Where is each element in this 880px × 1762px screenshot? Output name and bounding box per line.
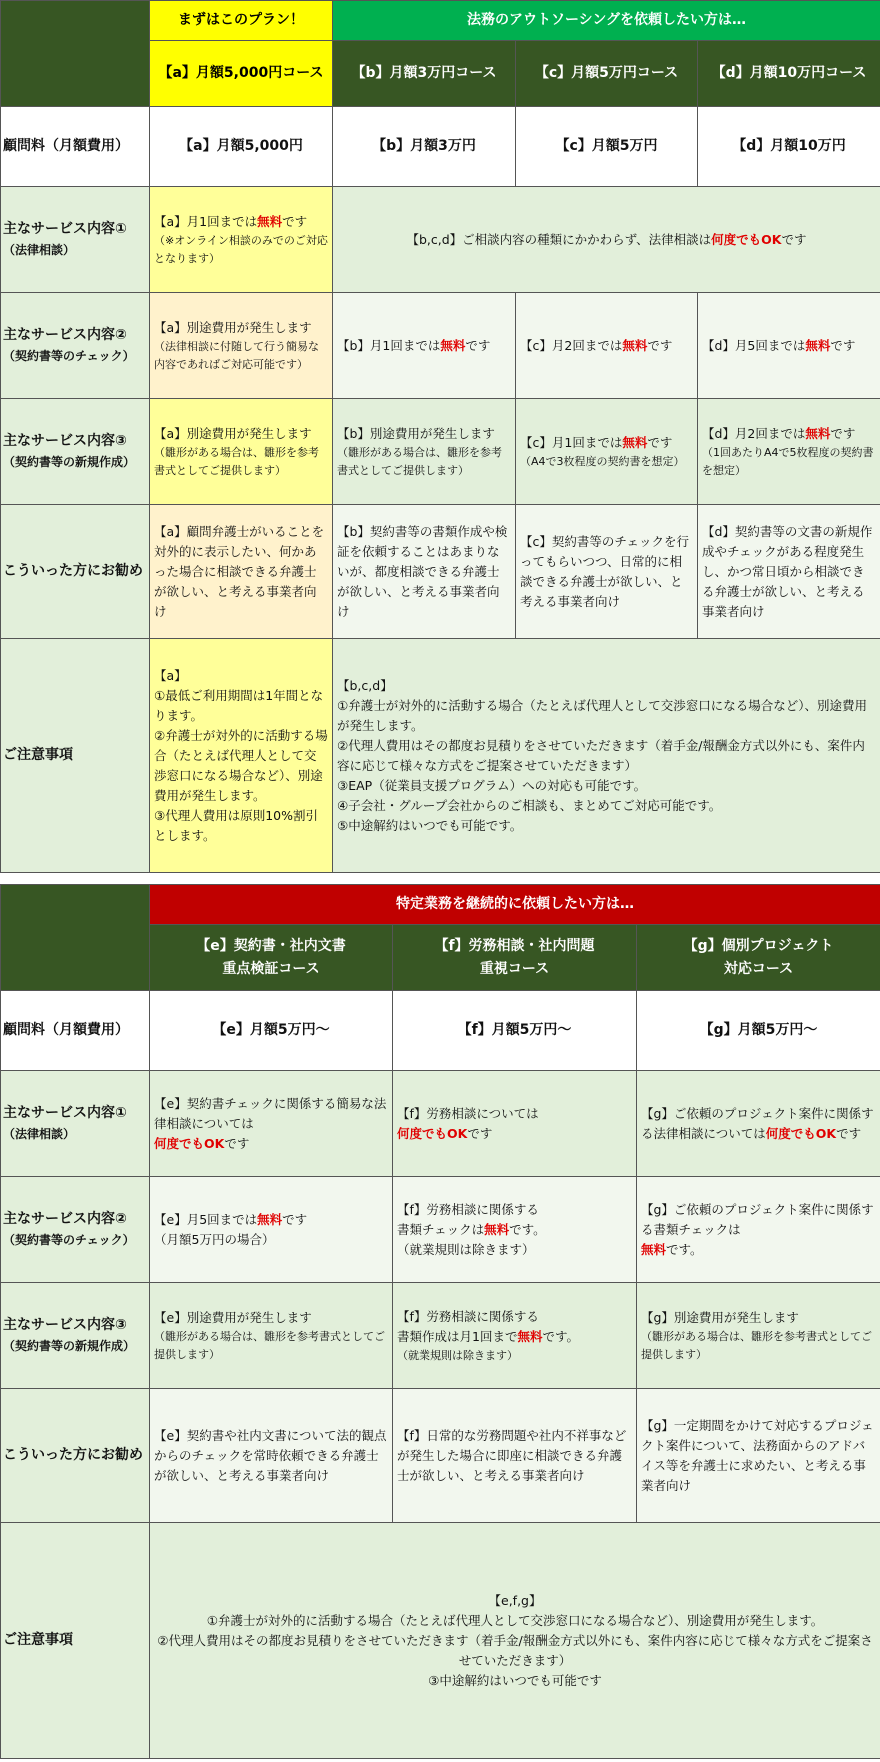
service3-c: 【c】月1回までは無料です （A4で3枚程度の契約書を想定） [516,399,698,505]
recommended-c: 【c】契約書等のチェックを行ってもらいつつ、日常的に相談できる弁護士が欲しい、と考える事業者向け [516,505,698,639]
row-label-service2-2: 主なサービス内容② （契約書等のチェック） [1,1177,150,1283]
plan-header-b: 【b】月額3万円コース [333,41,516,107]
fee-d: 【d】月額10万円 [698,107,880,187]
row-label-recommended-2: こういった方にお勧め [1,1389,150,1523]
notes-bcd: 【b,c,d】 ①弁護士が対外的に活動する場合（たとえば代理人として交渉窓口になる場合など）、別途費用が発生します。 ②代理人費用はその都度お見積りをさせていただきます（着手金/報酬金方式以外にも、案件内容に応じて様々な方式をご提案させていただきます） ③EAP（従業員支援プログラム）への対応も可能です。 ④子会社・グループ会社からのご相談も、まとめてご対応可能です。 ⑤中途解約はいつでも可能です。 [333,639,880,873]
notes-efg: 【e,f,g】 ①弁護士が対外的に活動する場合（たとえば代理人として交渉窓口になる場合など）、別途費用が発生します。 ②代理人費用はその都度お見積りをさせていただきます（着手金/報酬金方式以外にも、案件内容に応じて様々な方式をご提案させていただきます） ③中途解約はいつでも可能です [150,1523,880,1759]
service1-e: 【e】契約書チェックに関係する簡易な法律相談については 何度でもOKです [150,1071,393,1177]
row-label-service2: 主なサービス内容② （契約書等のチェック） [1,293,150,399]
row-label-notes-2: ご注意事項 [1,1523,150,1759]
plan-header-a: 【a】月額5,000円コース [150,41,333,107]
plan-header-d: 【d】月額10万円コース [698,41,880,107]
service3-g: 【g】別途費用が発生します （雛形がある場合は、雛形を参考書式としてご提供します） [637,1283,880,1389]
row-label-service1: 主なサービス内容① （法律相談） [1,187,150,293]
service1-g: 【g】ご依頼のプロジェクト案件に関係する法律相談については何度でもOKです [637,1071,880,1177]
fee-b: 【b】月額3万円 [333,107,516,187]
corner-cell-2 [1,885,150,991]
row-label-fee-2: 顧問料（月額費用） [1,991,150,1071]
service1-f: 【f】労務相談については 何度でもOKです [393,1071,637,1177]
recommended-g: 【g】一定期間をかけて対応するプロジェクト案件について、法務面からのアドバイス等を弁護士に求めたい、と考える事業者向け [637,1389,880,1523]
service3-f: 【f】労務相談に関係する 書類作成は月1回まで無料です。 （就業規則は除きます） [393,1283,637,1389]
recommended-b: 【b】契約書等の書類作成や検証を依頼することはあまりないが、都度相談できる弁護士が欲しい、と考える事業者向け [333,505,516,639]
recommended-a: 【a】顧問弁護士がいることを対外的に表示したい、何かあった場合に相談できる弁護士が欲しい、と考える事業者向け [150,505,333,639]
plan-table-abcd [0,0,880,873]
service2-f: 【f】労務相談に関係する 書類チェックは無料です。 （就業規則は除きます） [393,1177,637,1283]
plan-header-f: 【f】労務相談・社内問題 重視コース [393,925,637,991]
plan-header-c: 【c】月額5万円コース [516,41,698,107]
plan-header-g: 【g】個別プロジェクト 対応コース [637,925,880,991]
service3-a: 【a】別途費用が発生します （雛形がある場合は、雛形を参考書式としてご提供します） [150,399,333,505]
plan-header-e: 【e】契約書・社内文書 重点検証コース [150,925,393,991]
recommended-e: 【e】契約書や社内文書について法的観点からのチェックを常時依頼できる弁護士が欲しい、と考える事業者向け [150,1389,393,1523]
banner-recommended: まずはこのプラン！ [150,1,333,41]
service2-g: 【g】ご依頼のプロジェクト案件に関係する書類チェックは 無料です。 [637,1177,880,1283]
plan-table-efg [0,884,880,1759]
row-label-service3: 主なサービス内容③ （契約書等の新規作成） [1,399,150,505]
service1-bcd: 【b,c,d】ご相談内容の種類にかかわらず、法律相談は何度でもOKです [333,187,880,293]
fee-c: 【c】月額5万円 [516,107,698,187]
recommended-f: 【f】日常的な労務問題や社内不祥事などが発生した場合に即座に相談できる弁護士が欲しい、と考える事業者向け [393,1389,637,1523]
recommended-d: 【d】契約書等の文書の新規作成やチェックがある程度発生し、かつ常日頃から相談できる弁護士が欲しい、と考える事業者向け [698,505,880,639]
row-label-notes: ご注意事項 [1,639,150,873]
service3-b: 【b】別途費用が発生します （雛形がある場合は、雛形を参考書式としてご提供します） [333,399,516,505]
service2-d: 【d】月5回までは無料です [698,293,880,399]
fee-a: 【a】月額5,000円 [150,107,333,187]
banner-outsourcing: 法務のアウトソーシングを依頼したい方は… [333,1,880,41]
row-label-recommended: こういった方にお勧め [1,505,150,639]
service3-e: 【e】別途費用が発生します （雛形がある場合は、雛形を参考書式としてご提供します） [150,1283,393,1389]
service2-e: 【e】月5回までは無料です （月額5万円の場合） [150,1177,393,1283]
fee-g: 【g】月額5万円～ [637,991,880,1071]
row-label-service1-2: 主なサービス内容① （法律相談） [1,1071,150,1177]
fee-e: 【e】月額5万円～ [150,991,393,1071]
corner-cell [1,1,150,107]
fee-f: 【f】月額5万円～ [393,991,637,1071]
service2-a: 【a】別途費用が発生します （法律相談に付随して行う簡易な内容であればご対応可能です） [150,293,333,399]
notes-a: 【a】 ①最低ご利用期間は1年間となります。 ②弁護士が対外的に活動する場合（たとえば代理人として交渉窓口になる場合など）、別途費用が発生します。 ③代理人費用は原則10%割引とします。 [150,639,333,873]
service3-d: 【d】月2回までは無料です （1回あたりA4で5枚程度の契約書を想定） [698,399,880,505]
service2-c: 【c】月2回までは無料です [516,293,698,399]
banner-specific-work: 特定業務を継続的に依頼したい方は… [150,885,880,925]
row-label-service3-2: 主なサービス内容③ （契約書等の新規作成） [1,1283,150,1389]
service2-b: 【b】月1回までは無料です [333,293,516,399]
row-label-fee: 顧問料（月額費用） [1,107,150,187]
service1-a: 【a】月1回までは無料です （※オンライン相談のみでのご対応となります） [150,187,333,293]
